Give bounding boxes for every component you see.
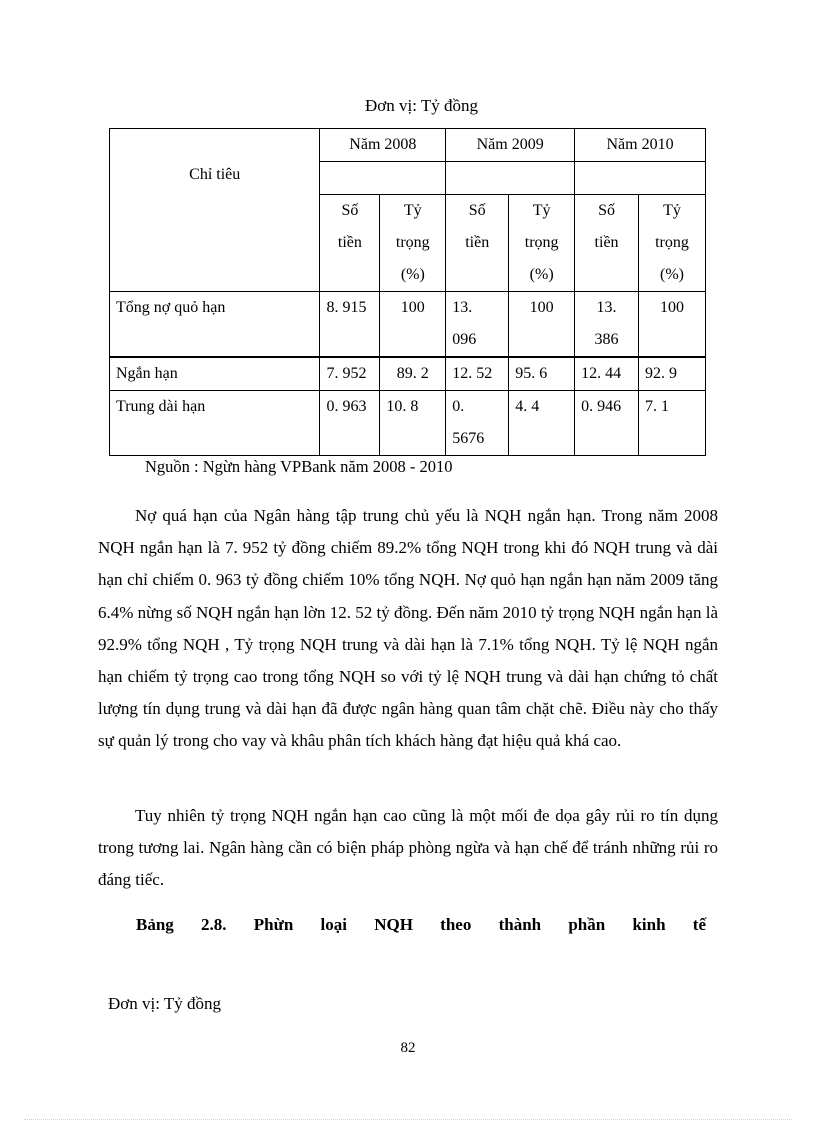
year-header: Năm 2010 — [575, 129, 706, 162]
cell: 100 — [509, 292, 575, 358]
page-divider — [24, 1119, 792, 1120]
cell: 13. 386 — [575, 292, 639, 358]
cell: 0. 963 — [320, 391, 380, 456]
empty-cell — [320, 162, 446, 195]
cell: 100 — [639, 292, 706, 358]
cell: 8. 915 — [320, 292, 380, 358]
cell: 0. 946 — [575, 391, 639, 456]
cell: 12. 52 — [446, 357, 509, 391]
sub-header-ratio: Tỷ trọng (%) — [639, 195, 706, 292]
unit-label-bottom: Đơn vị: Tỷ đồng — [108, 994, 222, 1013]
source-note: Nguồn : Ngừn hàng VPBank năm 2008 - 2010 — [145, 457, 453, 476]
sub-header-amount: Số tiền — [320, 195, 380, 292]
row-label: Ngắn hạn — [110, 357, 320, 391]
year-header: Năm 2008 — [320, 129, 446, 162]
cell: 13. 096 — [446, 292, 509, 358]
paragraph-2: Tuy nhiên tỷ trọng NQH ngắn hạn cao cũng là một mối đe dọa gây rủi ro tín dụng trong tương lai. Ngân hàng cần có biện pháp phòng ngừa và hạn chế để tránh những rủi ro đáng tiếc. — [98, 806, 718, 890]
row-header-cell — [110, 129, 320, 292]
page-number: 82 — [400, 1040, 416, 1056]
cell: 89. 2 — [380, 357, 446, 391]
year-header: Năm 2009 — [446, 129, 575, 162]
cell: 12. 44 — [575, 357, 639, 391]
empty-cell — [575, 162, 706, 195]
npl-table — [109, 128, 706, 456]
table-row — [110, 292, 706, 358]
table-caption: Bảng 2.8. Phừn loại NQH theo thành phần kinh tế — [136, 915, 706, 934]
table-row — [110, 391, 706, 456]
sub-header-amount: Số tiền — [575, 195, 639, 292]
table-row — [110, 357, 706, 391]
cell: 7. 952 — [320, 357, 380, 391]
cell: 0. 5676 — [446, 391, 509, 456]
cell: 10. 8 — [380, 391, 446, 456]
cell: 7. 1 — [639, 391, 706, 456]
unit-label-top: Đơn vị: Tỷ đồng — [365, 96, 479, 115]
empty-cell — [446, 162, 575, 195]
sub-header-ratio: Tỷ trọng (%) — [509, 195, 575, 292]
row-label: Tổng nợ quỏ hạn — [110, 292, 320, 358]
row-label: Trung dài hạn — [110, 391, 320, 456]
sub-header-ratio: Tỷ trọng (%) — [380, 195, 446, 292]
cell: 100 — [380, 292, 446, 358]
sub-header-amount: Số tiền — [446, 195, 509, 292]
cell: 95. 6 — [509, 357, 575, 391]
cell: 4. 4 — [509, 391, 575, 456]
row-header: Chỉ tiêu — [189, 166, 241, 183]
cell: 92. 9 — [639, 357, 706, 391]
paragraph-1: Nợ quá hạn của Ngân hàng tập trung chủ yếu là NQH ngắn hạn. Trong năm 2008 NQH ngắn hạn là 7. 952 tỷ đồng chiếm 89.2% tổng NQH trong khi đó NQH trung và dài hạn chỉ chiếm 0. 963 tỷ đồng chiếm 10% tổng NQH. Nợ quỏ hạn ngắn hạn năm 2009 tăng 6.4% nừng số NQH ngắn hạn lờn 12. 52 tỷ đồng. Đến năm 2010 tỷ trọng NQH ngắn hạn là 92.9% tổng NQH , Tỷ trọng NQH trung và dài hạn là 7.1% tổng NQH. Tỷ lệ NQH ngắn hạn chiếm tỷ trọng cao trong tổng NQH so với tỷ lệ NQH trung và dài hạn chứng tỏ chất lượng tín dụng trung và dài hạn đã được ngân hàng quan tâm chặt chẽ. Điều này cho thấy sự quản lý trong cho vay và khâu phân tích khách hàng đạt hiệu quả khá cao. — [98, 506, 718, 751]
